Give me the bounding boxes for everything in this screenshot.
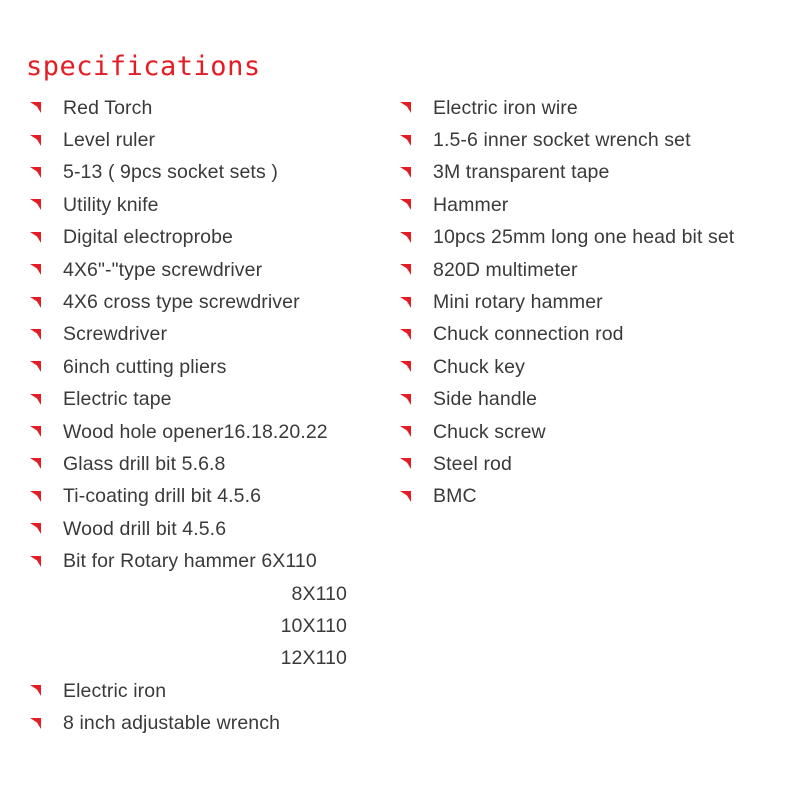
- spec-item-label: Screwdriver: [63, 323, 168, 346]
- red-corner-arrow-icon: [400, 101, 412, 113]
- red-corner-arrow-icon: [30, 457, 42, 469]
- red-corner-arrow-icon: [30, 328, 42, 340]
- spec-list-item: [30, 448, 390, 480]
- red-corner-arrow-icon: [400, 166, 412, 178]
- red-corner-arrow-icon: [30, 360, 42, 372]
- red-corner-arrow-icon: [30, 296, 42, 308]
- spec-list-item: [30, 707, 390, 739]
- red-corner-arrow-icon: [30, 717, 42, 729]
- spec-item-label: Bit for Rotary hammer 6X110: [63, 550, 317, 573]
- spec-list-item: [30, 351, 390, 383]
- rotary-bit-size-label: 10X110: [280, 614, 347, 637]
- spec-item-label: 8 inch adjustable wrench: [63, 712, 281, 735]
- rotary-bit-size: [30, 578, 347, 610]
- spec-item-label: Electric iron wire: [433, 96, 578, 119]
- spec-list-item: [400, 319, 790, 351]
- spec-item-label: Wood drill bit 4.5.6: [63, 517, 227, 540]
- spec-item-label: 1.5-6 inner socket wrench set: [433, 129, 691, 152]
- rotary-bit-size: [30, 643, 347, 675]
- red-corner-arrow-icon: [400, 263, 412, 275]
- spec-list-left: [30, 92, 390, 740]
- spec-list-item: [400, 448, 790, 480]
- red-corner-arrow-icon: [400, 457, 412, 469]
- spec-list-item: [30, 416, 390, 448]
- spec-list-item: [30, 189, 390, 221]
- page-title: specifications: [26, 51, 261, 82]
- spec-item-label: Chuck screw: [433, 420, 546, 443]
- spec-list-item: [30, 545, 390, 577]
- spec-item-label: Steel rod: [433, 452, 512, 475]
- red-corner-arrow-icon: [30, 393, 42, 405]
- red-corner-arrow-icon: [400, 393, 412, 405]
- spec-item-label: Red Torch: [63, 96, 153, 119]
- spec-item-label: 3M transparent tape: [433, 161, 610, 184]
- red-corner-arrow-icon: [30, 231, 42, 243]
- spec-item-label: Hammer: [433, 193, 509, 216]
- spec-item-label: Level ruler: [63, 129, 156, 152]
- rotary-bit-size-label: 8X110: [291, 582, 347, 605]
- spec-list-right: [400, 92, 790, 513]
- spec-item-label: Utility knife: [63, 193, 159, 216]
- red-corner-arrow-icon: [30, 490, 42, 502]
- red-corner-arrow-icon: [400, 360, 412, 372]
- spec-item-label: 5-13 ( 9pcs socket sets ): [63, 161, 278, 184]
- red-corner-arrow-icon: [30, 555, 42, 567]
- red-corner-arrow-icon: [30, 684, 42, 696]
- red-corner-arrow-icon: [400, 231, 412, 243]
- spec-item-label: Side handle: [433, 388, 538, 411]
- spec-list-item: [400, 351, 790, 383]
- spec-item-label: 4X6"-"type screwdriver: [63, 258, 263, 281]
- spec-item-label: Digital electroprobe: [63, 226, 234, 249]
- spec-list-item: [30, 124, 390, 156]
- spec-item-label: Chuck connection rod: [433, 323, 624, 346]
- spec-list-item: [400, 222, 790, 254]
- spec-item-label: Chuck key: [433, 355, 525, 378]
- spec-list-item: [400, 124, 790, 156]
- spec-item-label: 4X6 cross type screwdriver: [63, 291, 300, 314]
- red-corner-arrow-icon: [30, 166, 42, 178]
- red-corner-arrow-icon: [30, 425, 42, 437]
- red-corner-arrow-icon: [30, 522, 42, 534]
- spec-list-item: [30, 513, 390, 545]
- red-corner-arrow-icon: [30, 263, 42, 275]
- spec-list-item: [400, 189, 790, 221]
- spec-item-label: Mini rotary hammer: [433, 291, 603, 314]
- spec-item-label: Electric tape: [63, 388, 172, 411]
- spec-list-item: [400, 384, 790, 416]
- spec-list-item: [400, 416, 790, 448]
- spec-list-item: [400, 157, 790, 189]
- rotary-bit-size-label: 12X110: [280, 647, 347, 670]
- spec-list-item: [30, 222, 390, 254]
- red-corner-arrow-icon: [400, 198, 412, 210]
- spec-list-item: [400, 286, 790, 318]
- spec-item-label: 10pcs 25mm long one head bit set: [433, 226, 735, 249]
- spec-list-item: [30, 384, 390, 416]
- spec-list-item: [30, 92, 390, 124]
- red-corner-arrow-icon: [400, 296, 412, 308]
- spec-list-item: [30, 481, 390, 513]
- spec-list-item: [400, 92, 790, 124]
- spec-item-label: Ti-coating drill bit 4.5.6: [63, 485, 262, 508]
- red-corner-arrow-icon: [30, 198, 42, 210]
- spec-item-label: Glass drill bit 5.6.8: [63, 452, 226, 475]
- spec-item-label: Wood hole opener16.18.20.22: [63, 420, 328, 443]
- spec-item-label: 820D multimeter: [433, 258, 578, 281]
- spec-item-label: Electric iron: [63, 679, 167, 702]
- spec-list-item: [400, 481, 790, 513]
- red-corner-arrow-icon: [30, 134, 42, 146]
- rotary-bit-size: [30, 610, 347, 642]
- spec-list-item: [30, 254, 390, 286]
- red-corner-arrow-icon: [400, 490, 412, 502]
- red-corner-arrow-icon: [400, 328, 412, 340]
- spec-list-item: [30, 675, 390, 707]
- red-corner-arrow-icon: [400, 134, 412, 146]
- red-corner-arrow-icon: [400, 425, 412, 437]
- red-corner-arrow-icon: [30, 101, 42, 113]
- spec-item-label: 6inch cutting pliers: [63, 355, 227, 378]
- spec-list-item: [30, 157, 390, 189]
- spec-list-item: [400, 254, 790, 286]
- spec-item-label: BMC: [433, 485, 477, 508]
- spec-list-item: [30, 319, 390, 351]
- spec-list-item: [30, 286, 390, 318]
